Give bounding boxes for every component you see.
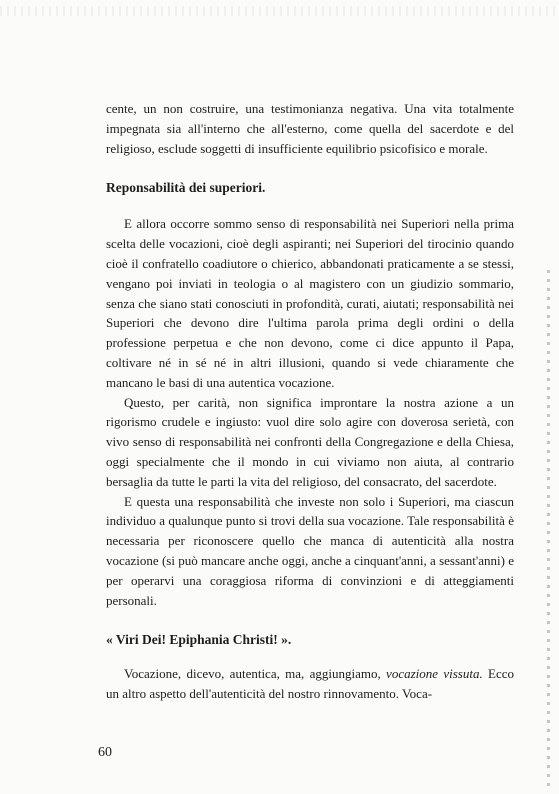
- scan-artifact-right: [547, 270, 550, 790]
- section-heading-viri-dei: « Viri Dei! Epiphania Christi! ».: [106, 632, 292, 648]
- vocazione-text-start: Vocazione, dicevo, autentica, ma, aggiungiamo,: [124, 666, 387, 682]
- intro-paragraph: cente, un non costruire, una testimonianza negativa. Una vita totalmente impegnata sia all'interno che all'esterno, come quella del sacerdote e del religioso, esclude soggetti di insufficiente equilibrio psicofisico e morale.: [106, 101, 514, 156]
- section-heading-responsabilita: Reponsabilità dei superiori.: [106, 180, 266, 196]
- paragraph-responsabilita-individuo: E questa una responsabilità che investe non solo i Superiori, ma ciascun individuo a qualunque punto si trovi della sua vocazione. Tale responsabilità è necessaria per riconoscere quello che manca di autenticità alla nostra vocazione (si può mancare anche oggi, anche a cinquant'anni, a sessant'anni) e per operarvi una coraggiosa riforma di convinzioni e di atteggiamenti personali.: [106, 493, 514, 608]
- paragraph-superiori: E allora occorre sommo senso di responsabilità nei Superiori nella prima scelta delle vocazioni, cioè degli aspiranti; nei Superiori del tirocinio quando cioè il confratello coadiutore o chierico, abbandonati praticamente a se stessi, vengano poi inviati in teologia o al magistero con un giudizio sommario, senza che siano stati conosciuti in profondità, curati, aiutati; responsabilità nei Superiori che devono dire l'ultima parola prima degli ordini o della professione perpetua e che non devono, come ci dice appunto il Papa, coltivare né in sé né in altri illusioni, quando si vede chiaramente che mancano le basi di una autentica vocazione.: [106, 216, 514, 390]
- paragraph-vocazione-vissuta: [106, 664, 514, 704]
- scan-artifact-top: [0, 6, 559, 16]
- vocazione-text-end: Ecco un altro aspetto dell'autenticità del nostro rinnovamento. Voca-: [106, 666, 514, 702]
- page-number: 60: [98, 745, 112, 760]
- page-body: [106, 99, 514, 704]
- vocazione-vissuta-emphasis: vocazione vissuta.: [386, 666, 483, 682]
- paragraph-carita: Questo, per carità, non significa improntare la nostra azione a un rigorismo crudele e ingiusto: vuol dire solo agire con doverosa serietà, con vivo senso di responsabilità nei confronti della Congregazione e della Chiesa, oggi specialmente che il mondo in cui viviamo non aiuta, al contrario bersaglia da tutte le parti la vita del religioso, del consacrato, del sacerdote.: [106, 394, 514, 489]
